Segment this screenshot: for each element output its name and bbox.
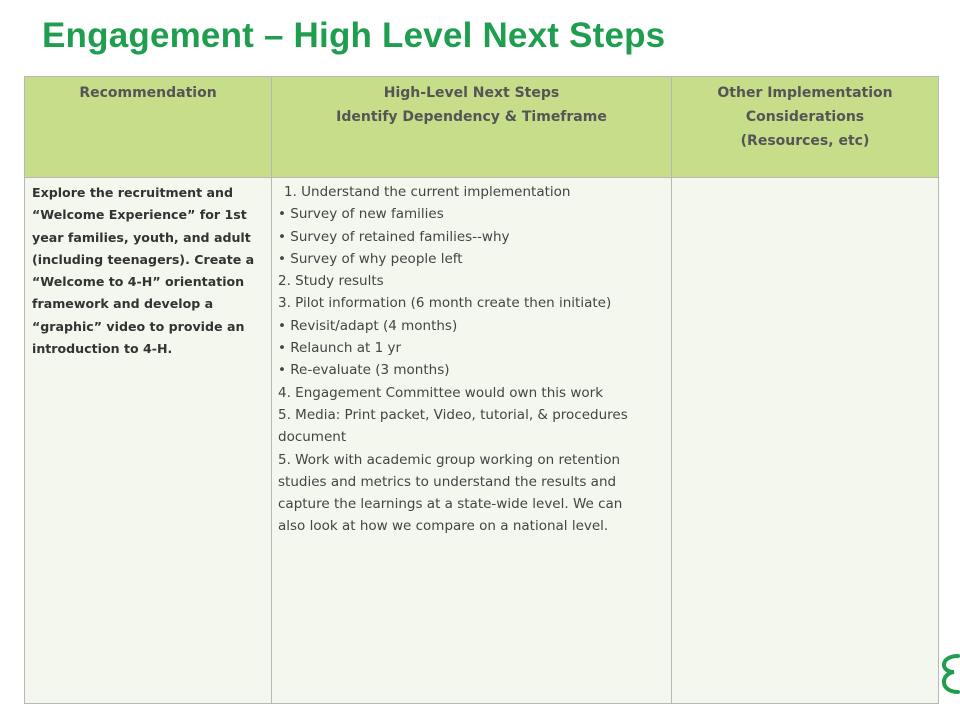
recommendation-line: “Welcome Experience” for 1st (32, 207, 247, 223)
header-other-considerations (672, 77, 939, 178)
step-bullet: • Survey of retained families--why (278, 228, 510, 245)
step-line: studies and metrics to understand the results and (278, 473, 617, 490)
recommendation-line: (including teenagers). Create a (32, 251, 255, 267)
next-steps-cell (272, 178, 672, 704)
recommendation-line: year families, youth, and adult (32, 229, 251, 245)
header-next-steps (272, 77, 672, 178)
recommendation-cell (25, 178, 272, 704)
step-line: also look at how we compare on a national level. (278, 518, 609, 535)
step-bullet: • Survey of new families (278, 206, 444, 223)
step-line: 3. Pilot information (6 month create then initiate) (278, 295, 612, 312)
header-line: High-Level Next Steps (383, 85, 560, 101)
slide-title: Engagement – High Level Next Steps (42, 16, 666, 55)
step-bullet: • Relaunch at 1 yr (278, 340, 402, 357)
header-line: Considerations (745, 109, 865, 125)
recommendation-line: “Welcome to 4-H” orientation (32, 274, 245, 290)
table-header-row (25, 77, 939, 178)
step-line: 2. Study results (278, 273, 384, 290)
step-line: document (278, 429, 347, 446)
step-line: 1. Understand the current implementation (284, 184, 571, 200)
header-recommendation (25, 77, 272, 178)
step-line: 5. Work with academic group working on retention (278, 451, 621, 468)
step-line: 5. Media: Print packet, Video, tutorial, & procedures (278, 406, 628, 423)
header-line: Identify Dependency & Timeframe (336, 109, 607, 125)
recommendation-line: framework and develop a (32, 296, 214, 312)
step-bullet: • Revisit/adapt (4 months) (278, 317, 458, 334)
corner-logo-icon (936, 648, 960, 700)
step-line: 4. Engagement Committee would own this work (278, 384, 604, 401)
step-bullet: • Survey of why people left (278, 250, 463, 267)
next-steps-table (24, 76, 939, 704)
recommendation-line: “graphic” video to provide an (32, 318, 245, 334)
considerations-cell (672, 178, 939, 704)
header-line: (Resources, etc) (740, 133, 870, 149)
header-line: Recommendation (79, 85, 217, 101)
step-bullet: • Re-evaluate (3 months) (278, 362, 450, 379)
recommendation-line: introduction to 4-H. (32, 341, 173, 357)
header-line: Other Implementation (717, 85, 893, 101)
table-row (25, 178, 939, 704)
step-line: capture the learnings at a state-wide level. We can (278, 496, 623, 513)
recommendation-line: Explore the recruitment and (32, 185, 234, 200)
